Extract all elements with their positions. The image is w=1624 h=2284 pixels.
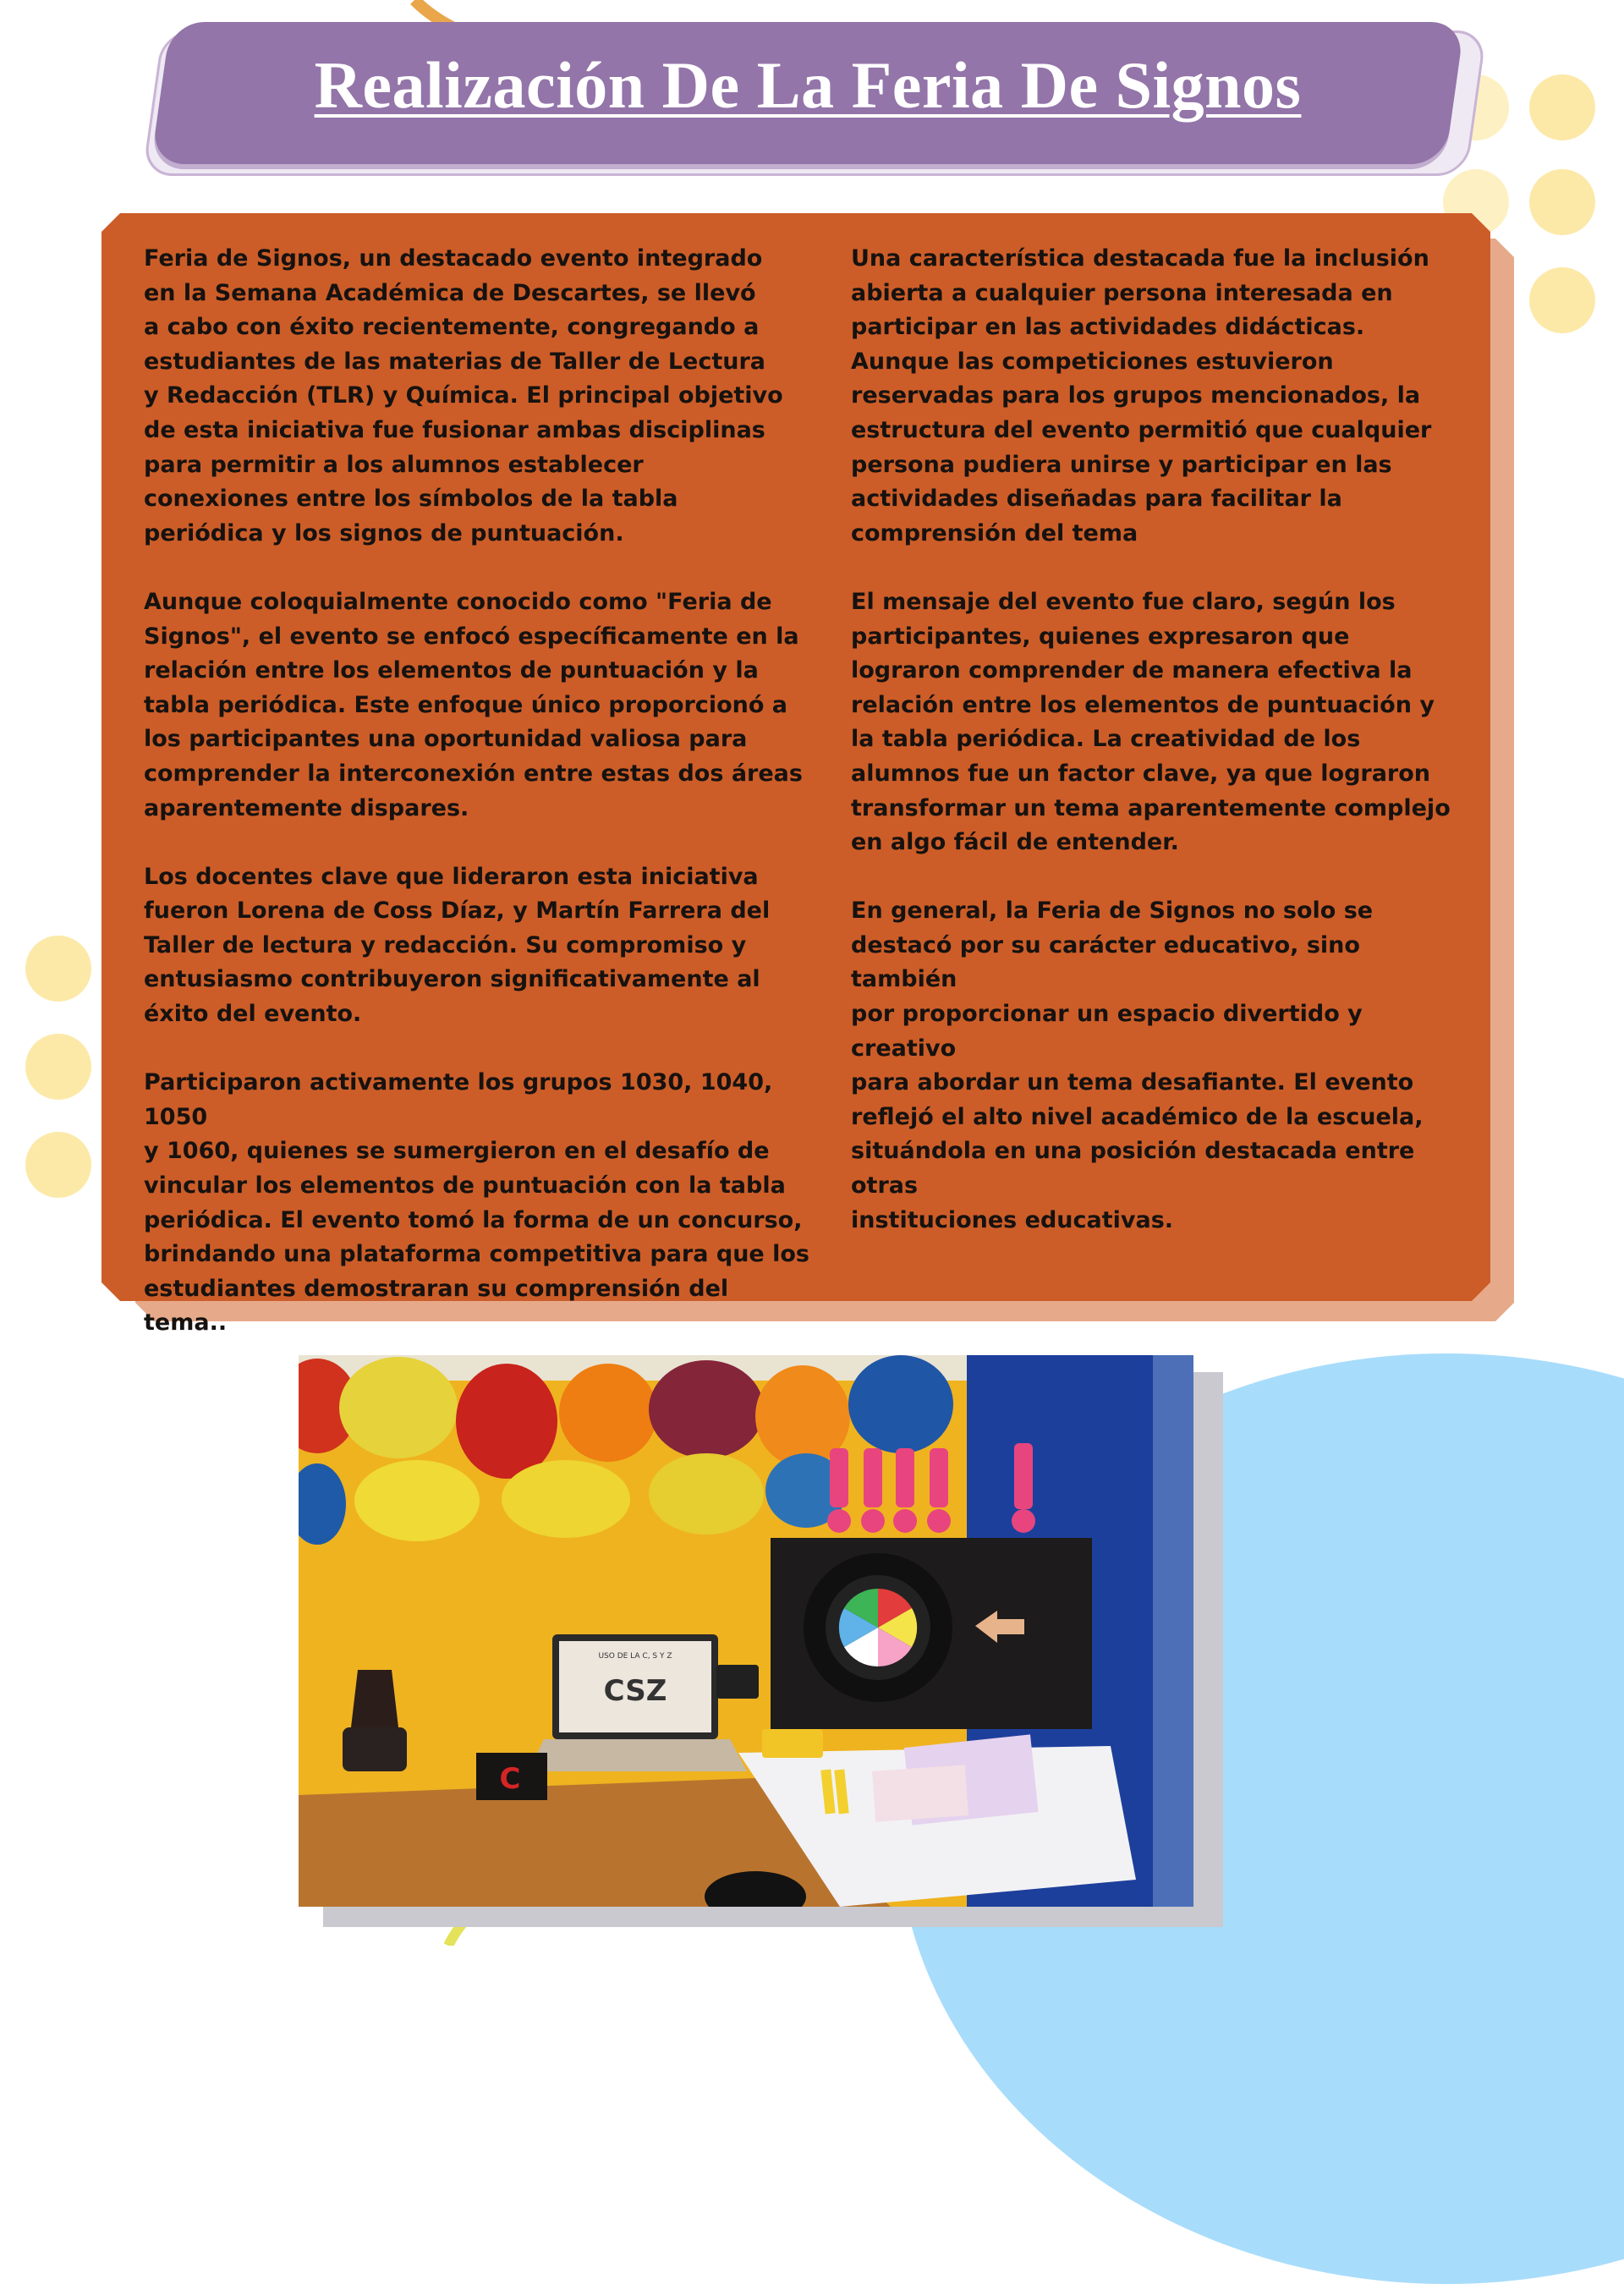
box-letter: C [499,1762,521,1796]
balloon [456,1364,557,1479]
paragraph: Participaron activamente los grupos 1030, 1040, 1050 y 1060, quienes se sumergieron en el desafío de vincular los elementos de puntuación con la tabla periódica. El evento tomó la forma de un concurso, brindando una plataforma competitiva para que los estudiantes demostraran su comprensión del tema.. [144,1069,810,1337]
paragraph: Aunque coloquialmente conocido como "Feria de Signos", el evento se enfocó específicamente en la relación entre los elementos de puntuación y la tabla periódica. Este enfoque único proporcionó a los participantes una oportunidad valiosa para comprender la interconexión entre estas dos áreas aparentemente dispares. [144,588,803,821]
worksheet [872,1765,968,1822]
decorative-dot [25,1132,91,1198]
balloon [339,1357,458,1458]
paragraph: Una característica destacada fue la inclusión abierta a cualquier persona interesada en participar en las actividades didácticas. Aunque las competiciones estuvieron reservadas para los grupos mencionados, la estructura del evento permitió que cualquier persona pudiera unirse y participar en las actividades diseñadas para facilitar la comprensión del tema [851,245,1432,546]
paragraph: En general, la Feria de Signos no solo se destacó por su carácter educativo, sino también por proporcionar un espacio divertido y creativo para abordar un tema desafiante. El evento reflejó el alto nivel académico de la escuela, situándola en una posición destacada entre otras instituciones educativas. [851,898,1424,1233]
balloon [354,1460,480,1541]
laptop-screen-letters: CSZ [603,1674,667,1708]
article-right-column [851,242,1460,1272]
paragraph: Feria de Signos, un destacado evento integrado en la Semana Académica de Descartes, se llevó a cabo con éxito recientemente, congregando a estudiantes de las materias de Taller de Lectura y Redacción (TLR) y Química. El principal objetivo de esta iniciativa fue fusionar ambas disciplinas para permitir a los alumnos establecer conexiones entre los símbolos de la tabla periódica y los signos de puntuación. [144,245,783,546]
spin-wheel [839,1589,917,1666]
laptop-screen-title: USO DE LA C, S Y Z [598,1652,672,1661]
decorative-dot [1529,267,1595,333]
event-photo [299,1355,1193,1907]
decorative-dot [25,936,91,1002]
balloon [848,1355,953,1453]
event-photo-illustration [299,1355,1193,1907]
chocolate-fountain [351,1670,398,1727]
decorative-dot [1529,169,1595,235]
article-left-column [144,242,812,1375]
page-title: Realización De La Feria De Signos [314,48,1302,122]
balloon [559,1364,657,1462]
yellow-device [762,1729,823,1758]
paragraph: El mensaje del evento fue claro, según los participantes, quienes expresaron que lograron comprender de manera efectiva la relación entre los elementos de puntuación y la tabla periódica. La creatividad de los alumnos fue un factor clave, ya que lograron transformar un tema aparentemente complejo en algo fácil de entender. [851,588,1451,856]
decorative-dot [25,1034,91,1100]
balloon [649,1360,764,1458]
decorative-dot [1529,74,1595,140]
balloon [502,1460,630,1538]
paragraph: Los docentes clave que lideraron esta iniciativa fueron Lorena de Coss Díaz, y Martín Farrera del Taller de lectura y redacción. Su compromiso y entusiasmo contribuyeron significativamente al éxito del evento. [144,863,771,1028]
balloon [649,1453,764,1535]
